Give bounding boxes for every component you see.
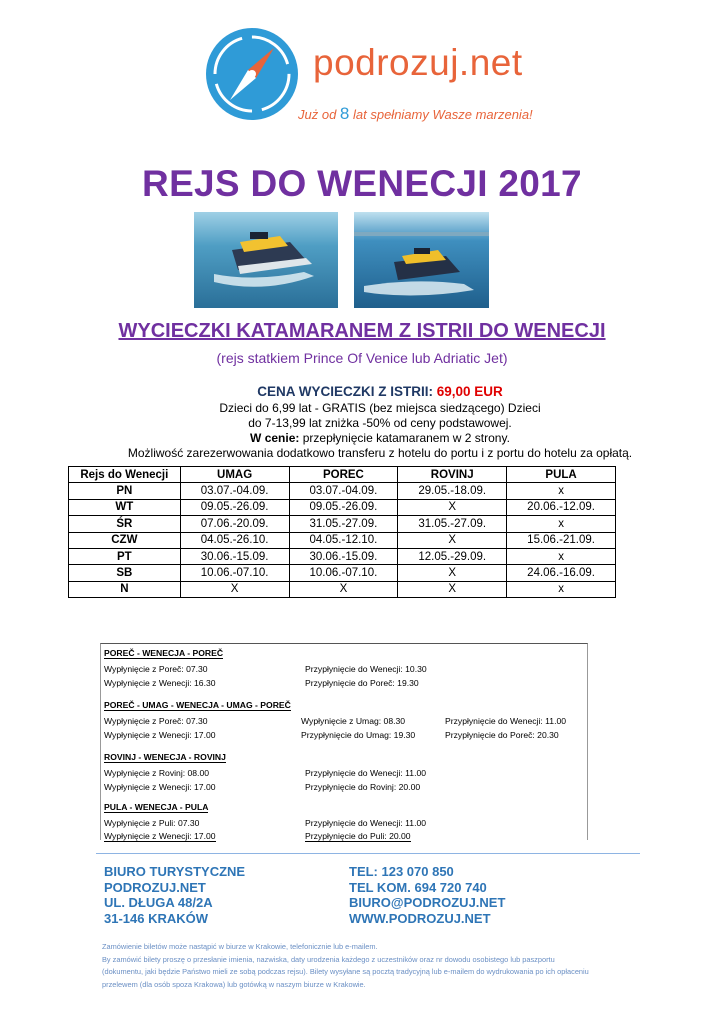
price-line-included: W cenie: przepłynięcie katamaranem w 2 strony. bbox=[250, 431, 510, 445]
date-cell: 31.05.-27.09. bbox=[289, 516, 398, 532]
office-city: 31-146 KRAKÓW bbox=[104, 910, 209, 926]
table-row bbox=[69, 532, 616, 548]
day-cell: CZW bbox=[69, 532, 181, 548]
note-line: (dokumentu, jaki będzie Państwo mieli ze sobą podczas rejsu). Bilety wysyłane są pocztą tradycyjną lub e-mailem do wydrukowania po ich opłaceniu bbox=[102, 967, 589, 976]
date-cell: 29.05.-18.09. bbox=[398, 483, 507, 499]
website-link[interactable]: WWW.PODROZUJ.NET bbox=[349, 910, 491, 926]
note-line: przelewem (dla osób spoza Krakowa) lub gotówką w naszym biurze w Krakowie. bbox=[102, 979, 366, 989]
price-info bbox=[100, 384, 660, 461]
col-header: Rejs do Wenecji bbox=[69, 467, 181, 483]
arrival-time: Przypłynięcie do Poreč: 20.30 bbox=[445, 730, 559, 740]
timetable-box bbox=[100, 643, 588, 840]
phone[interactable]: TEL: 123 070 850 bbox=[349, 864, 454, 879]
section-heading: WYCIECZKI KATAMARANEM Z ISTRII DO WENECJI bbox=[118, 320, 606, 342]
price-heading: CENA WYCIECZKI Z ISTRII: 69,00 EUR bbox=[257, 384, 503, 399]
date-cell: X bbox=[398, 581, 507, 597]
day-cell: SB bbox=[69, 565, 181, 581]
arrival-time: Przypłynięcie do Umag: 19.30 bbox=[301, 730, 416, 740]
compass-logo-icon bbox=[204, 26, 300, 122]
departure-time: Wypłynięcie z Umag: 08.30 bbox=[301, 716, 406, 726]
date-cell: 24.06.-16.09. bbox=[507, 565, 616, 581]
date-cell: 03.07.-04.09. bbox=[180, 483, 289, 499]
date-cell: 09.05.-26.09. bbox=[180, 499, 289, 515]
date-cell: X bbox=[398, 532, 507, 548]
date-cell: 04.05.-12.10. bbox=[289, 532, 398, 548]
date-cell: 20.06.-12.09. bbox=[507, 499, 616, 515]
date-cell: 03.07.-04.09. bbox=[289, 483, 398, 499]
date-cell: 09.05.-26.09. bbox=[289, 499, 398, 515]
date-cell: 30.06.-15.09. bbox=[289, 548, 398, 564]
day-cell: PT bbox=[69, 548, 181, 564]
date-cell: x bbox=[507, 483, 616, 499]
mobile-phone[interactable]: TEL KOM. 694 720 740 bbox=[349, 879, 487, 895]
date-cell: 10.06.-07.10. bbox=[289, 565, 398, 581]
table-header-row bbox=[69, 467, 616, 483]
email-link[interactable]: BIURO@PODROZUJ.NET bbox=[349, 895, 506, 910]
departure-time: Wypłynięcie z Wenecji: 17.00 bbox=[104, 831, 216, 841]
date-cell: X bbox=[398, 499, 507, 515]
ship-names: (rejs statkiem Prince Of Venice lub Adriatic Jet) bbox=[216, 350, 508, 366]
arrival-time: Przypłynięcie do Wenecji: 11.00 bbox=[305, 818, 427, 828]
col-header: POREC bbox=[289, 467, 398, 483]
date-cell: X bbox=[180, 581, 289, 597]
divider bbox=[96, 853, 640, 854]
date-cell: x bbox=[507, 516, 616, 532]
date-cell: 12.05.-29.09. bbox=[398, 548, 507, 564]
col-header: PULA bbox=[507, 467, 616, 483]
arrival-time: Przypłynięcie do Puli: 20.00 bbox=[305, 831, 411, 841]
office-street: UL. DŁUGA 48/2A bbox=[104, 895, 213, 910]
col-header: UMAG bbox=[180, 467, 289, 483]
catamaran-photo-2 bbox=[354, 212, 489, 308]
day-cell: WT bbox=[69, 499, 181, 515]
col-header: ROVINJ bbox=[398, 467, 507, 483]
day-cell: ŚR bbox=[69, 516, 181, 532]
date-cell: 15.06.-21.09. bbox=[507, 532, 616, 548]
date-cell: X bbox=[398, 565, 507, 581]
table-row bbox=[69, 483, 616, 499]
route-title: POREČ - UMAG - WENECJA - UMAG - POREČ bbox=[104, 700, 291, 710]
route-title: PULA - WENECJA - PULA bbox=[104, 802, 209, 812]
date-cell: 10.06.-07.10. bbox=[180, 565, 289, 581]
arrival-time: Przypłynięcie do Wenecji: 10.30 bbox=[305, 664, 427, 674]
office-name: BIURO TURYSTYCZNE bbox=[104, 864, 246, 879]
table-row bbox=[69, 516, 616, 532]
date-cell: x bbox=[507, 581, 616, 597]
table-row bbox=[69, 581, 616, 597]
arrival-time: Przypłynięcie do Poreč: 19.30 bbox=[305, 678, 419, 688]
route-title: ROVINJ - WENECJA - ROVINJ bbox=[104, 752, 226, 762]
brand-slogan: Już od 8 lat spełniamy Wasze marzenia! bbox=[298, 104, 533, 123]
catamaran-photo-1 bbox=[194, 212, 338, 308]
table-row bbox=[69, 548, 616, 564]
note-line: By zamówić bilety proszę o przesłanie imienia, nazwiska, daty urodzenia każdego z uczestników oraz nr dowodu osobistego lub paszportu bbox=[102, 954, 555, 964]
price-line-discount: do 7-13,99 lat zniżka -50% od ceny podstawowej. bbox=[248, 416, 512, 430]
order-note bbox=[102, 941, 642, 991]
table-row bbox=[69, 499, 616, 515]
office-address bbox=[104, 864, 245, 926]
schedule-table bbox=[68, 466, 616, 598]
date-cell: 30.06.-15.09. bbox=[180, 548, 289, 564]
date-cell: 04.05.-26.10. bbox=[180, 532, 289, 548]
price-line-transfer: Możliwość zarezerwowania dodatkowo transferu z hotelu do portu i z portu do hotelu za opłatą. bbox=[127, 446, 633, 460]
note-line: Zamówienie biletów może nastąpić w biurze w Krakowie, telefonicznie lub e-mailem. bbox=[102, 942, 378, 951]
departure-time: Wypłynięcie z Poreč: 07.30 bbox=[104, 664, 208, 674]
day-cell: N bbox=[69, 581, 181, 597]
page-title: REJS DO WENECJI 2017 bbox=[142, 163, 582, 204]
office-brand: PODROZUJ.NET bbox=[104, 879, 206, 895]
departure-time: Wypłynięcie z Wenecji: 17.00 bbox=[104, 782, 216, 792]
contact-details bbox=[349, 864, 505, 926]
departure-time: Wypłynięcie z Wenecji: 17.00 bbox=[104, 730, 216, 740]
departure-time: Wypłynięcie z Wenecji: 16.30 bbox=[104, 678, 216, 688]
day-cell: PN bbox=[69, 483, 181, 499]
route-title: POREČ - WENECJA - POREČ bbox=[104, 648, 224, 658]
arrival-time: Przypłynięcie do Wenecji: 11.00 bbox=[305, 768, 427, 778]
arrival-time: Przypłynięcie do Wenecji: 11.00 bbox=[445, 716, 567, 726]
date-cell: x bbox=[507, 548, 616, 564]
departure-time: Wypłynięcie z Puli: 07.30 bbox=[104, 818, 200, 828]
date-cell: X bbox=[289, 581, 398, 597]
price-line-children: Dzieci do 6,99 lat - GRATIS (bez miejsca siedzącego) Dzieci bbox=[219, 401, 541, 415]
departure-time: Wypłynięcie z Poreč: 07.30 bbox=[104, 716, 208, 726]
date-cell: 31.05.-27.09. bbox=[398, 516, 507, 532]
brand-name: podrozuj.net bbox=[313, 42, 523, 83]
date-cell: 07.06.-20.09. bbox=[180, 516, 289, 532]
price-value: 69,00 EUR bbox=[436, 384, 503, 399]
departure-time: Wypłynięcie z Rovinj: 08.00 bbox=[104, 768, 210, 778]
table-row bbox=[69, 565, 616, 581]
arrival-time: Przypłynięcie do Rovinj: 20.00 bbox=[305, 782, 421, 792]
